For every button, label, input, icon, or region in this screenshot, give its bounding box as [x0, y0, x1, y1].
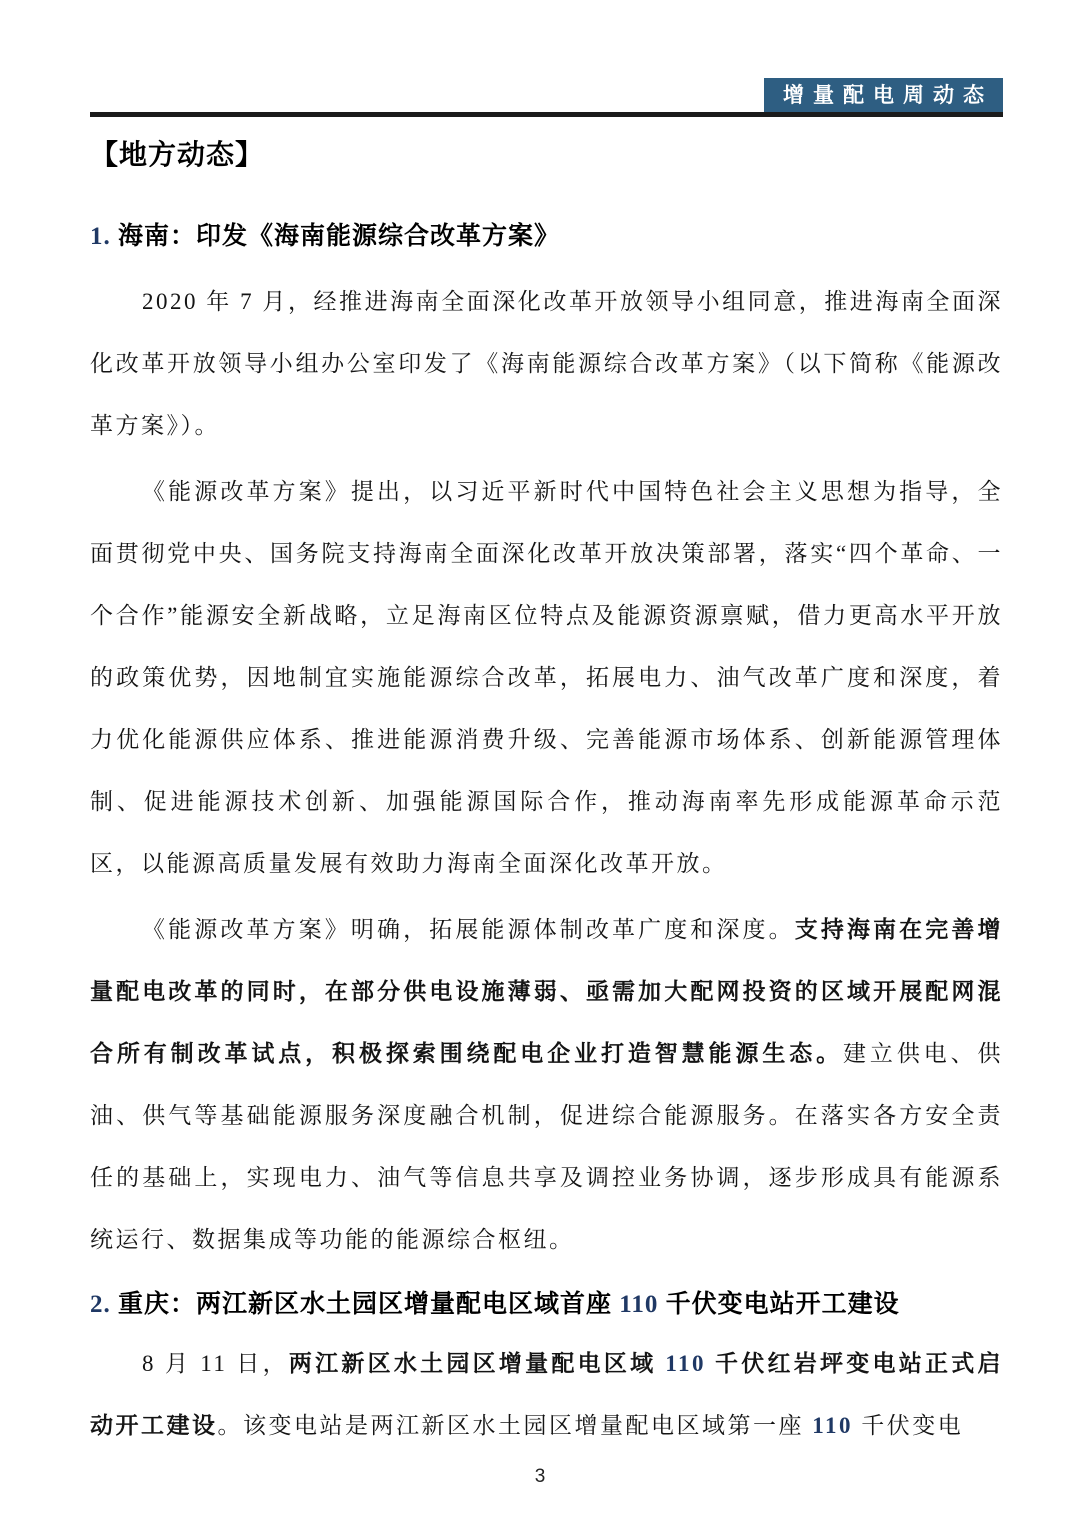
text-run: 重庆：两江新区水土园区增量配电区域首座 — [118, 1291, 620, 1318]
text-run: 《能源改革方案》提出，以习近平新时代中国特色社会主义思想为指导，全面贯彻党中央、国务院支持海南全面深化改革开放决策部署，落实“四个革命、一个合作”能源安全新战略，立足海南区位特点及能源资源禀赋，借力更高水平开放的政策优势，因地制宜实施能源综合改革，拓展电力、油气改革广度和深度，着力优化能源供应体系、推进能源消费升级、完善能源市场体系、创新能源管理体制、促进能源技术创新、加强能源国际合作，推动海南率先形成能源革命示范区，以能源高质量发展有效助力海南全面深化改革开放。 — [90, 479, 1003, 876]
text-run: 110 — [665, 1351, 707, 1376]
text-run: 。该变电站是两江新区水土园区增量配电区域第一座 — [217, 1413, 813, 1438]
article2-paragraph-1 — [90, 1333, 1003, 1457]
article1-paragraph-3 — [90, 899, 1003, 1271]
text-run: 千伏变电站开工建设 — [658, 1291, 900, 1318]
article1-paragraph-1 — [90, 271, 1003, 457]
text-run: 两江新区水土园区增量配电区域 — [288, 1351, 666, 1376]
text-run: 110 — [619, 1291, 659, 1318]
text-run: 千伏红岩坪变电站正式启动开工建设 — [90, 1351, 1003, 1438]
text-run: 建立供电、供油、供气等基础能源服务深度融合机制，促进综合能源服务。在落实各方安全责任的基础上，实现电力、油气等信息共享及调控业务协调，逐步形成具有能源系统运行、数据集成等功能的能源综合枢纽。 — [90, 1041, 1004, 1252]
text-run: 110 — [812, 1413, 853, 1438]
text-run: 支持海南在完善增量配电改革的同时，在部分供电设施薄弱、亟需加大配网投资的区域开展配网混合所有制改革试点，积极探索围绕配电企业打造智慧能源生态。 — [90, 917, 1003, 1066]
text-run: 2020 年 7 月，经推进海南全面深化改革开放领导小组同意，推进海南全面深化改革开放领导小组办公室印发了《海南能源综合改革方案》（以下简称《能源改革方案》）。 — [90, 289, 1003, 438]
article1-heading — [90, 217, 1003, 257]
text-run: 2. — [90, 1291, 118, 1318]
text-run: 《能源改革方案》明确，拓展能源体制改革广度和深度。 — [142, 917, 795, 942]
document-body — [90, 133, 1003, 1461]
text-run: 海南：印发《海南能源综合改革方案》 — [118, 223, 561, 250]
text-run: 千伏变电 — [852, 1413, 964, 1438]
text-run: 1. — [90, 223, 118, 250]
text-run: 8 月 11 日， — [142, 1351, 289, 1376]
article1-paragraph-2 — [90, 461, 1003, 895]
header-badge: 增量配电周动态 — [764, 78, 1003, 113]
section-title: 【地方动态】 — [90, 140, 265, 171]
header-rule — [90, 112, 1003, 117]
page-number: 3 — [534, 1466, 546, 1487]
article2-heading — [90, 1285, 1003, 1325]
